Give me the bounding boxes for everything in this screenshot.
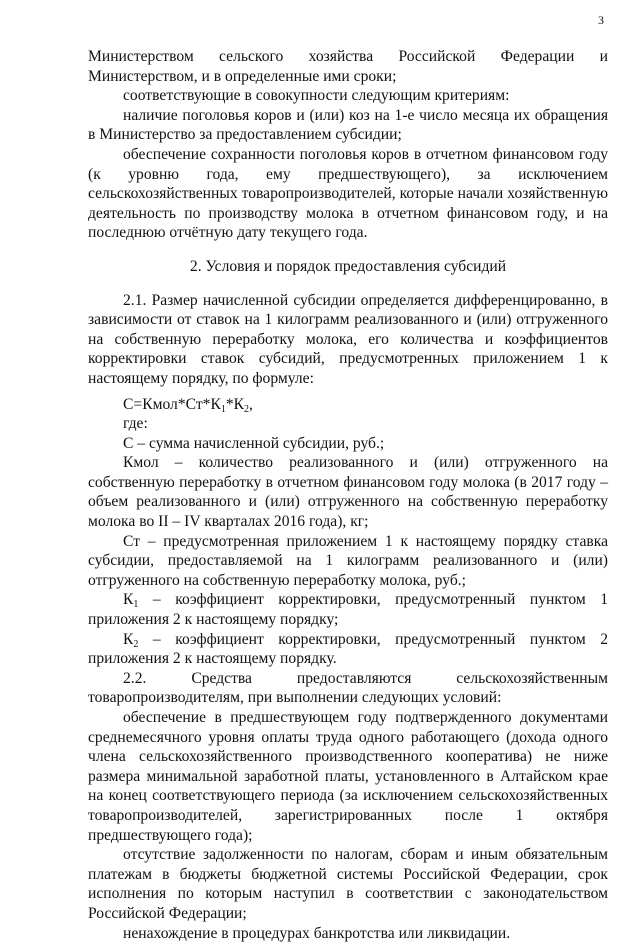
condition-wages: обеспечение в предшествующем году подтвержденного документами среднемесячного уровня оплаты труда одного работающего (дохода одного члена сельскохозяйственного производственного кооператива) не ниже размера минимальной заработной платы, установленного в Алтайском крае на конец соответствующего периода (за исключением сельскохозяйственных товаропроизводителей, зарегистрированных после 1 октября предшествующего года); — [88, 709, 608, 844]
paragraph-2-1: 2.1. Размер начисленной субсидии определяется дифференцированно, в зависимости от ставок на 1 килограмм реализованного и (или) отгруженного на собственную переработку молока, его количества и коэффициентов корректировки ставок субсидий, предусмотренных приложением 1 к настоящему порядку, по формуле: — [88, 291, 608, 387]
definition-k2 — [88, 630, 608, 669]
formula-end: , — [249, 395, 253, 413]
document-body — [88, 47, 608, 943]
paragraph-2-2: 2.2. Средства предоставляются сельскохозяйственным товаропроизводителям, при выполнении следующих условий: — [88, 669, 608, 707]
intro-paragraph-1: Министерством сельского хозяйства Российской Федерации и Министерством, и в определенные ими сроки; — [88, 48, 608, 85]
formula-sub-2: 2 — [244, 403, 250, 415]
k2-text: – коэффициент корректировки, предусмотренный пунктом 2 приложения 2 к настоящему порядку. — [88, 630, 608, 668]
definition-st: Ст – предусмотренная приложением 1 к настоящему порядку ставка субсидии, предоставляемой на 1 килограмм реализованного и (или) отгруженного на собственную переработку молока, руб.; — [88, 532, 608, 589]
section-heading: 2. Условия и порядок предоставления субсидий — [189, 257, 507, 275]
formula — [88, 395, 608, 415]
definition-kmol: Кмол – количество реализованного и (или) отгруженного на собственную переработку в отчетном финансовом году молока (в 2017 году – объем реализованного и (или) отгруженного на собственную переработку молока во II – IV кварталах 2016 года), кг; — [88, 454, 608, 531]
k1-text: – коэффициент корректировки, предусмотренный пунктом 1 приложения 2 к настоящему порядку; — [88, 591, 608, 629]
intro-paragraph-4: обеспечение сохранности поголовья коров в отчетном финансовом году (к уровню года, ему предшествующего), за исключением сельскохозяйственных товаропроизводителей, которые начали хозяйственную деятельность по производству молока в отчетном финансовом году, и на последнюю отчётную дату текущего года. — [88, 145, 608, 242]
where-label: где: — [123, 415, 148, 433]
intro-paragraph-2: соответствующие в совокупности следующим критериям: — [123, 87, 510, 105]
formula-main: С=Кмол*Ст*К — [123, 395, 221, 413]
page-number: 3 — [598, 13, 604, 27]
definition-c: С – сумма начисленной субсидии, руб.; — [123, 434, 385, 452]
formula-sub-1: 1 — [220, 403, 226, 415]
formula-mid: *К — [225, 395, 245, 413]
condition-no-bankruptcy: ненахождение в процедурах банкротства или ликвидации. — [123, 924, 511, 942]
k2-symbol: К — [123, 630, 134, 648]
condition-no-debt: отсутствие задолженности по налогам, сборам и иным обязательным платежам в бюджеты бюджетной системы Российской Федерации, срок исполнения по которым наступил в соответствии с законодательством Российской Федерации; — [88, 846, 608, 922]
intro-paragraph-3: наличие поголовья коров и (или) коз на 1-е число месяца их обращения в Министерство за предоставлением субсидии; — [88, 106, 608, 144]
k1-subscript: 1 — [133, 599, 139, 611]
definition-k1 — [88, 590, 608, 629]
k1-symbol: К — [123, 591, 134, 609]
k2-subscript: 2 — [133, 638, 139, 650]
